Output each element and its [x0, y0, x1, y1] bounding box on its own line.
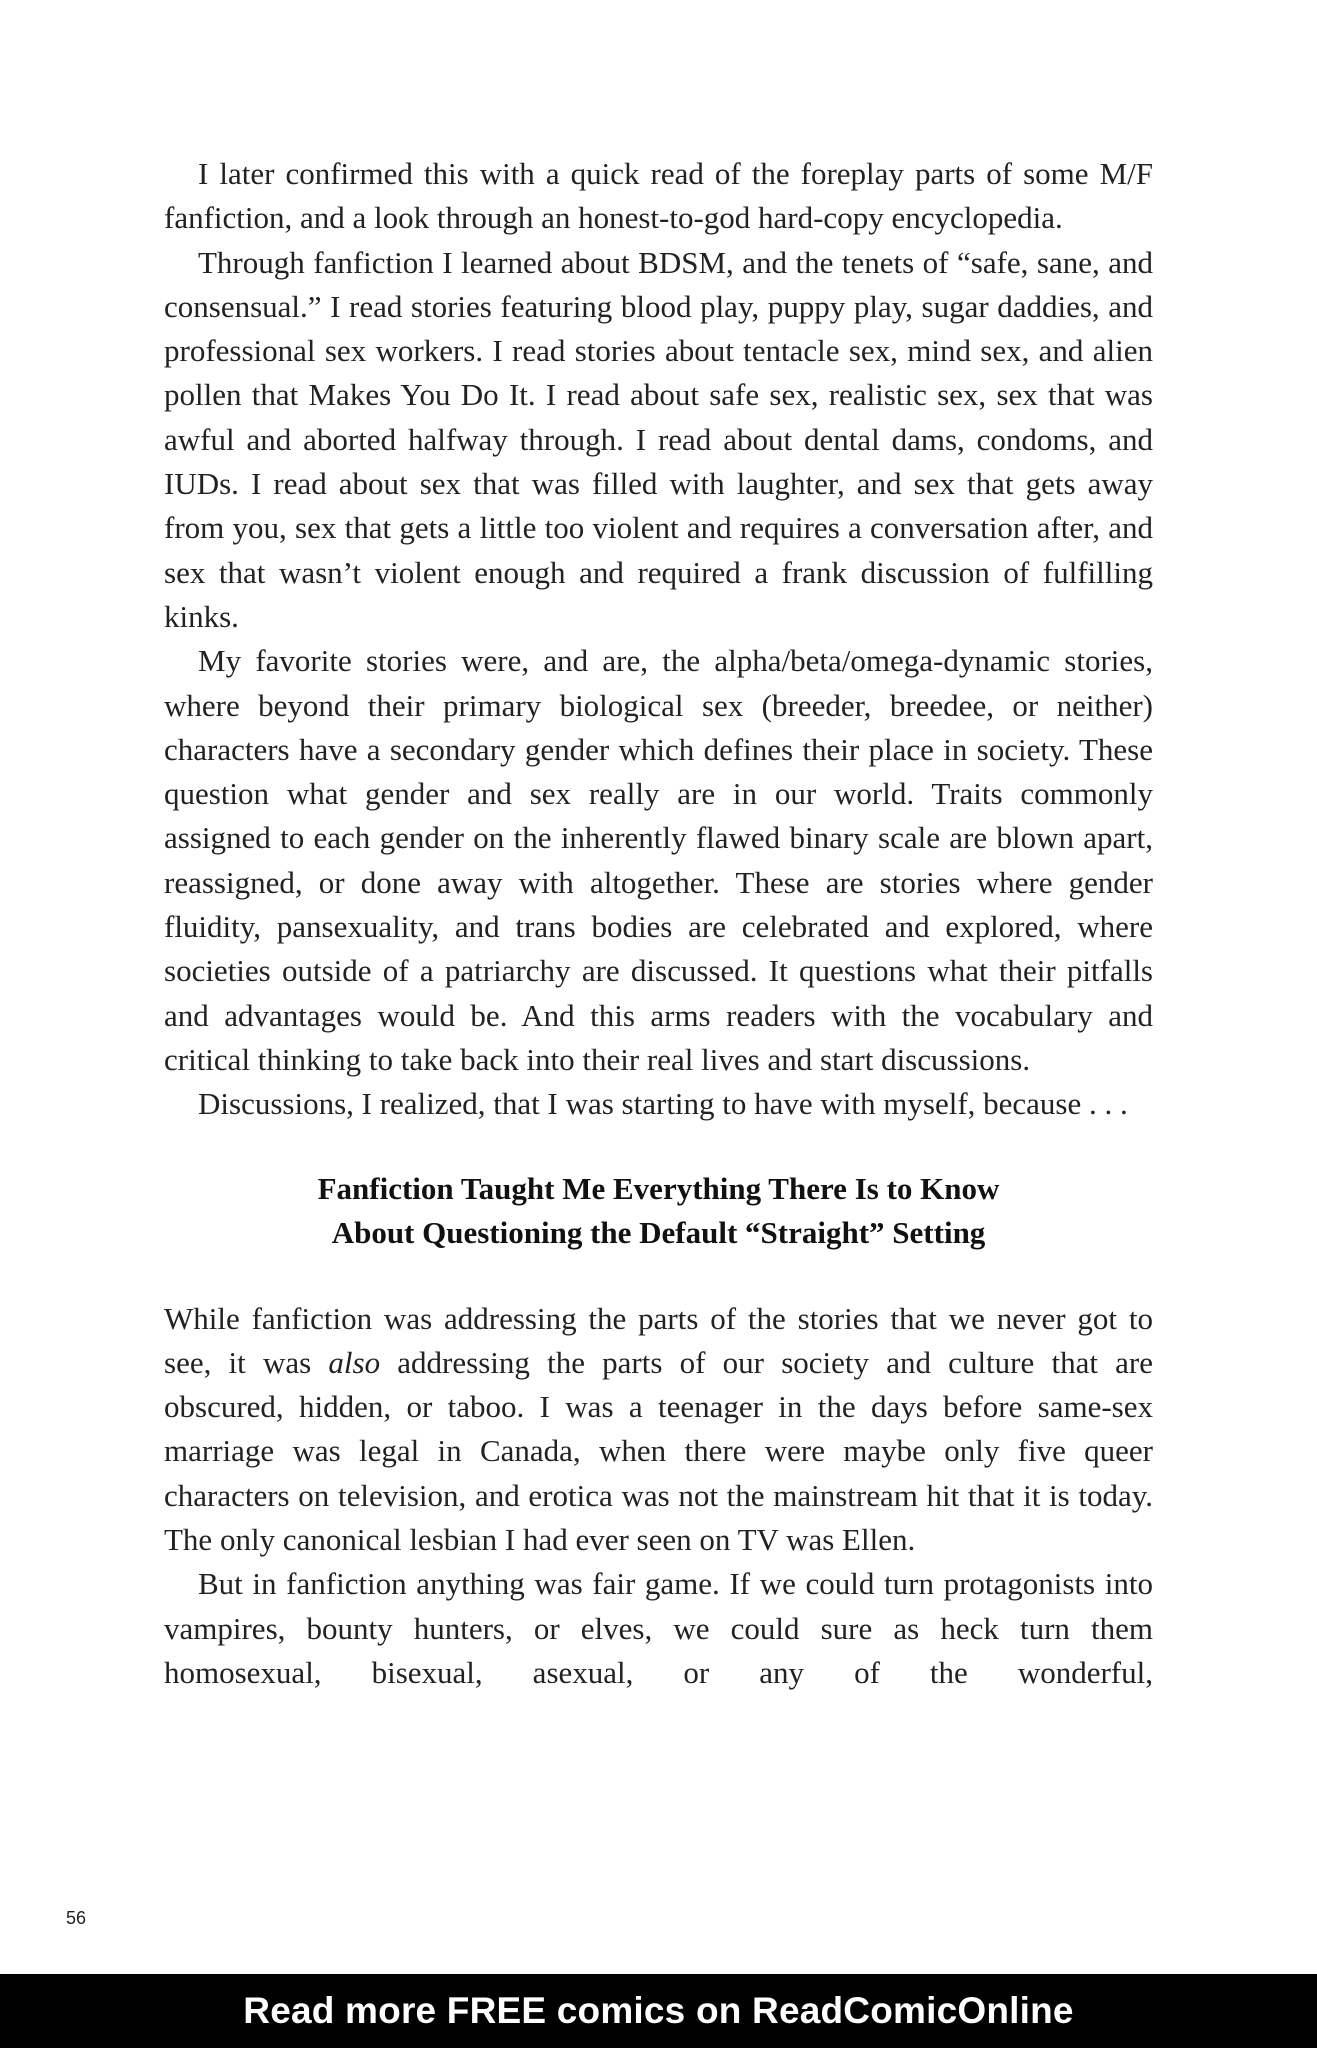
promo-banner[interactable] [0, 1974, 1317, 2048]
paragraph: But in fanfiction anything was fair game. If we could turn protagonists into vampires, bounty hunters, or elves, we could sure as heck turn them homosexual, bisexual, asexual, or any of the wonderful, [164, 1566, 1153, 1690]
section-heading [164, 1167, 1153, 1255]
section-heading-line-1: Fanfiction Taught Me Everything There Is to Know [317, 1170, 1000, 1206]
paragraph: Through fanfiction I learned about BDSM, and the tenets of “safe, sane, and consensual.” I read stories featuring blood play, puppy play, sugar daddies, and professional sex workers. I read stories about tentacle sex, mind sex, and alien pollen that Makes You Do It. I read about safe sex, realistic sex, sex that was awful and aborted halfway through. I read about dental dams, condoms, and IUDs. I read about sex that was filled with laughter, and sex that gets away from you, sex that gets a little too violent and requires a conversation after, and sex that wasn’t violent enough and required a frank discussion of fulfilling kinks. [164, 244, 1153, 634]
paragraph: My favorite stories were, and are, the alpha/beta/omega-dynamic stories, where beyond their primary biological sex (breeder, breedee, or neither) characters have a secondary gender which defines their place in society. These question what gender and sex really are in our world. Traits commonly assigned to each gender on the inherently flawed binary scale are blown apart, reassigned, or done away with altogether. These are stories where gender fluidity, pansexuality, and trans bodies are celebrated and explored, where societies outside of a patriarchy are discussed. It questions what their pitfalls and advantages would be. And this arms readers with the vocabulary and critical thinking to take back into their real lives and start discussions. [164, 643, 1153, 1077]
paragraph [164, 1297, 1153, 1563]
promo-banner-text[interactable]: Read more FREE comics on ReadComicOnline [243, 1990, 1074, 2031]
emphasis-text: also [328, 1344, 381, 1380]
paragraph-text: While fanfiction was addressing the parts of the stories that we never got to see, it was [164, 1300, 1153, 1380]
section-heading-line-2: About Questioning the Default “Straight” Setting [331, 1214, 986, 1250]
paragraph-text: addressing the parts of our society and culture that are obscured, hidden, or taboo. I was a teenager in the days before same-sex marriage was legal in Canada, when there were maybe only five queer characters on television, and erotica was not the mainstream hit that it is today. The only canonical lesbian I had ever seen on TV was Ellen. [164, 1344, 1153, 1558]
paragraph: I later confirmed this with a quick read of the foreplay parts of some M/F fanfiction, and a look through an honest-to-god hard-copy encyclopedia. [164, 156, 1153, 236]
page-number: 56 [66, 1908, 87, 1928]
body-text [164, 152, 1153, 1695]
paragraph: Discussions, I realized, that I was starting to have with myself, because . . . [198, 1086, 1128, 1122]
